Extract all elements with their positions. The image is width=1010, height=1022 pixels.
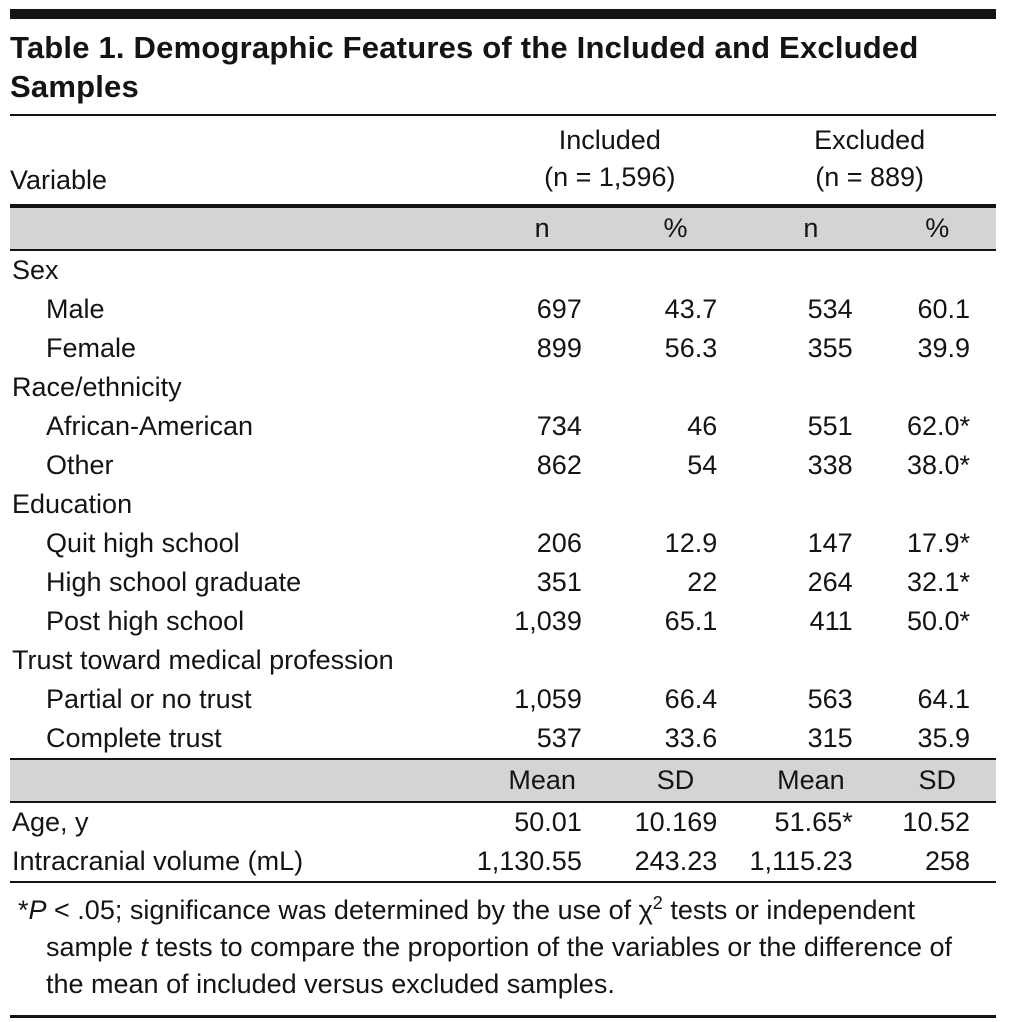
row-label: Partial or no trust bbox=[46, 684, 252, 714]
footnote-marker: * bbox=[18, 895, 29, 925]
cell-included-n: 697 bbox=[536, 294, 582, 324]
variable-header: Variable bbox=[10, 115, 476, 206]
excluded-n-header: n bbox=[743, 206, 878, 250]
cell-excluded-n: 563 bbox=[807, 684, 853, 714]
cell-included-n: 899 bbox=[536, 333, 582, 363]
cell-included-mean: 1,130.55 bbox=[476, 842, 607, 882]
cell-included-n: 862 bbox=[536, 450, 582, 480]
cell-excluded-n: 411 bbox=[809, 606, 853, 636]
cell-included-percent: 12.9 bbox=[664, 528, 718, 558]
cell-included-percent: 54 bbox=[687, 450, 718, 480]
included-label: Included bbox=[558, 125, 661, 155]
cell-excluded-percent: 60.1 bbox=[917, 294, 970, 324]
included-sd-header: SD bbox=[608, 759, 743, 802]
excluded-label: Excluded bbox=[814, 125, 926, 155]
table-title: Table 1. Demographic Features of the Included and Excluded Samples bbox=[10, 30, 919, 104]
cell-included-percent: 33.6 bbox=[664, 723, 718, 753]
table-row-group bbox=[10, 641, 996, 680]
excluded-column-header bbox=[743, 115, 996, 206]
group-label: Trust toward medical profession bbox=[12, 645, 394, 675]
excluded-percent-header: % bbox=[879, 206, 996, 250]
table-row bbox=[10, 563, 996, 602]
cell-included-percent: 65.1 bbox=[664, 606, 718, 636]
cell-excluded-mean: 1,115.23 bbox=[743, 842, 878, 882]
row-label: Male bbox=[46, 294, 105, 324]
included-percent-header: % bbox=[608, 206, 743, 250]
cell-included-percent: 66.4 bbox=[664, 684, 718, 714]
cell-included-n: 351 bbox=[536, 567, 582, 597]
table-row bbox=[10, 719, 996, 759]
row-label: African-American bbox=[46, 411, 254, 441]
table-row-group bbox=[10, 485, 996, 524]
table-row bbox=[10, 524, 996, 563]
table-row bbox=[10, 680, 996, 719]
included-column-header bbox=[476, 115, 743, 206]
cell-included-mean: 50.01 bbox=[514, 807, 582, 837]
table-row-group bbox=[10, 250, 996, 290]
chi-squared-superscript: 2 bbox=[652, 893, 663, 913]
cell-excluded-percent: 50.0* bbox=[906, 606, 970, 636]
footnote-text-2: tests or independent sample bbox=[46, 895, 915, 962]
cell-excluded-percent: 62.0* bbox=[906, 411, 970, 441]
top-rule bbox=[10, 9, 996, 19]
cell-included-percent: 46 bbox=[687, 411, 718, 441]
table-row bbox=[10, 329, 996, 368]
cell-included-percent: 22 bbox=[687, 567, 718, 597]
empty-cell bbox=[10, 759, 476, 802]
excluded-sample-size: (n = 889) bbox=[815, 162, 925, 192]
cell-excluded-n: 315 bbox=[807, 723, 853, 753]
bottom-double-rule bbox=[10, 1015, 996, 1022]
cell-excluded-mean: 51.65* bbox=[774, 807, 853, 837]
cell-included-n: 537 bbox=[536, 723, 582, 753]
row-label: Other bbox=[46, 450, 114, 480]
row-label: Intracranial volume (mL) bbox=[10, 842, 476, 882]
footnote-text-3: tests to compare the proportion of the variables or the difference of the mean of included versus excluded samples. bbox=[46, 932, 953, 999]
cell-excluded-percent: 39.9 bbox=[917, 333, 970, 363]
cell-excluded-n: 147 bbox=[807, 528, 853, 558]
included-n-header: n bbox=[476, 206, 607, 250]
cell-excluded-n: 338 bbox=[807, 450, 853, 480]
cell-excluded-percent: 38.0* bbox=[906, 450, 970, 480]
group-label: Sex bbox=[12, 255, 59, 285]
excluded-mean-header: Mean bbox=[743, 759, 878, 802]
cell-included-sd: 10.169 bbox=[634, 807, 718, 837]
table-row bbox=[10, 290, 996, 329]
table-row bbox=[10, 407, 996, 446]
cell-excluded-n: 534 bbox=[807, 294, 853, 324]
table-row bbox=[10, 802, 996, 842]
group-label: Race/ethnicity bbox=[12, 372, 182, 402]
footnote-text-1: < .05; significance was determined by the use of χ bbox=[46, 895, 653, 925]
table-row bbox=[10, 602, 996, 641]
footnote-p-italic: P bbox=[28, 895, 47, 925]
table-row bbox=[10, 842, 996, 882]
demographics-table bbox=[10, 114, 996, 883]
empty-cell bbox=[10, 206, 476, 250]
cell-excluded-n: 264 bbox=[807, 567, 853, 597]
cell-excluded-n: 355 bbox=[807, 333, 853, 363]
footnote-t-italic: t bbox=[140, 932, 149, 962]
group-label: Education bbox=[12, 489, 133, 519]
table-footnote bbox=[10, 883, 996, 1013]
row-label: Quit high school bbox=[46, 528, 240, 558]
table-body bbox=[10, 250, 996, 882]
column-group-header-row bbox=[10, 115, 996, 206]
included-sample-size: (n = 1,596) bbox=[544, 162, 676, 192]
mean-sd-header-row bbox=[10, 759, 996, 802]
cell-included-sd: 243.23 bbox=[608, 842, 743, 882]
cell-excluded-percent: 35.9 bbox=[917, 723, 970, 753]
included-mean-header: Mean bbox=[476, 759, 607, 802]
n-percent-header-row bbox=[10, 206, 996, 250]
cell-excluded-sd: 258 bbox=[879, 842, 996, 882]
cell-excluded-sd: 10.52 bbox=[902, 807, 970, 837]
table-row-group bbox=[10, 368, 996, 407]
cell-excluded-percent: 32.1* bbox=[906, 567, 970, 597]
cell-included-percent: 43.7 bbox=[664, 294, 718, 324]
table-head bbox=[10, 115, 996, 250]
cell-included-n: 734 bbox=[536, 411, 582, 441]
excluded-sd-header: SD bbox=[879, 759, 996, 802]
cell-included-n: 1,059 bbox=[514, 684, 582, 714]
cell-included-n: 206 bbox=[536, 528, 582, 558]
row-label: Age, y bbox=[12, 807, 89, 837]
row-label: High school graduate bbox=[46, 567, 302, 597]
cell-excluded-n: 551 bbox=[807, 411, 853, 441]
row-label: Complete trust bbox=[46, 723, 222, 753]
row-label: Post high school bbox=[46, 606, 245, 636]
cell-excluded-percent: 64.1 bbox=[917, 684, 970, 714]
cell-included-percent: 56.3 bbox=[664, 333, 718, 363]
cell-included-n: 1,039 bbox=[514, 606, 582, 636]
row-label: Female bbox=[46, 333, 137, 363]
table-row bbox=[10, 446, 996, 485]
cell-excluded-percent: 17.9* bbox=[906, 528, 970, 558]
